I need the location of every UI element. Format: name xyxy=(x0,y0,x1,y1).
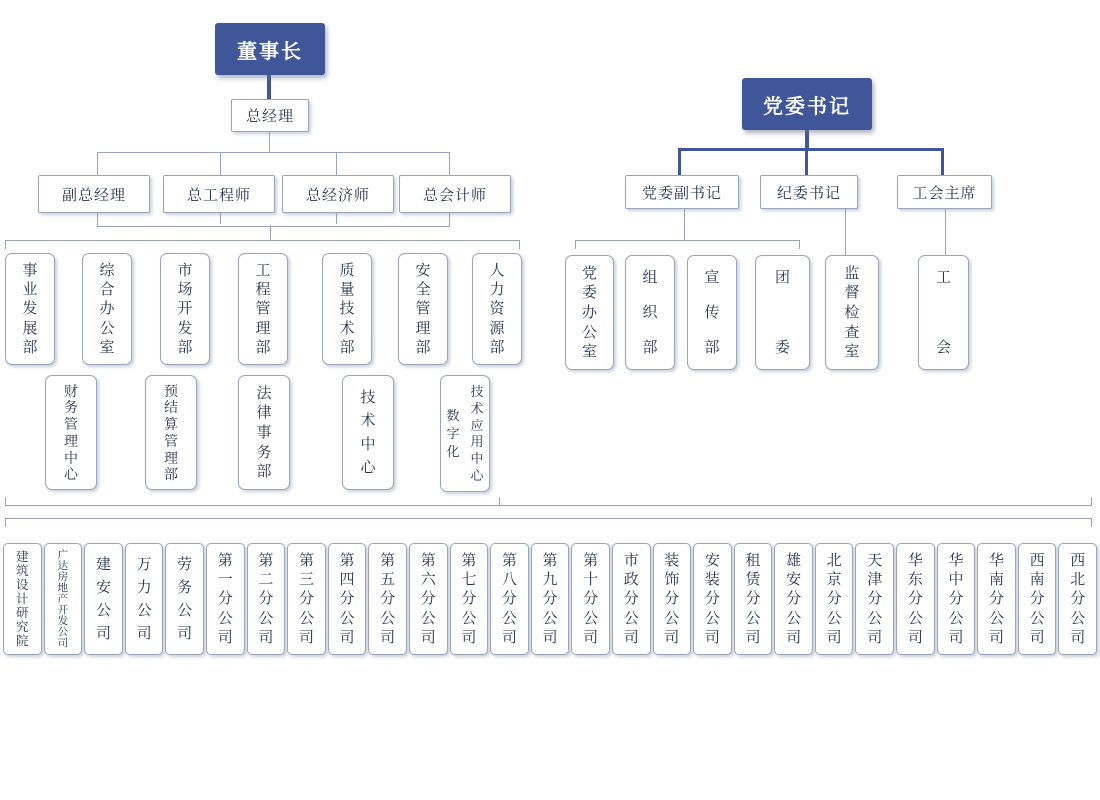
department-box xyxy=(160,253,210,365)
party-department-box xyxy=(755,255,810,370)
department-label: 市 场 开 发 部 xyxy=(177,262,193,356)
executive-box: 总工程师 xyxy=(163,175,275,213)
subsidiary-box xyxy=(977,543,1016,655)
executive-box: 总会计师 xyxy=(399,175,511,213)
department-box xyxy=(82,253,132,365)
connector-line xyxy=(941,148,944,175)
department-box xyxy=(5,253,55,365)
department-box xyxy=(238,375,290,490)
connector-bracket xyxy=(575,240,800,249)
subsidiary-box xyxy=(287,543,326,655)
subsidiary-box xyxy=(734,543,773,655)
subsidiary-label: 第 二 分 公 司 xyxy=(258,552,274,646)
subsidiary-box xyxy=(612,543,651,655)
connector-line xyxy=(684,207,685,240)
connector-line xyxy=(678,148,681,175)
subsidiary-label: 华 南 分 公 司 xyxy=(989,552,1005,646)
department-box xyxy=(322,253,372,365)
subsidiary-label: 第 六 分 公 司 xyxy=(420,552,436,646)
department-label: 宣 传 部 xyxy=(704,269,720,356)
subsidiary-label: 第 七 分 公 司 xyxy=(461,552,477,646)
subsidiary-label: 天 津 分 公 司 xyxy=(867,552,883,646)
subsidiary-label: 北 京 分 公 司 xyxy=(826,552,842,646)
subsidiary-box xyxy=(855,543,894,655)
party-department-box xyxy=(825,255,879,370)
officer-box: 工会主席 xyxy=(897,175,992,209)
subsidiary-box xyxy=(815,543,854,655)
connector-line xyxy=(805,130,809,150)
subsidiary-box xyxy=(125,543,164,655)
subsidiary-box xyxy=(490,543,529,655)
subsidiary-label: 第 十 分 公 司 xyxy=(583,552,599,646)
party-department-box xyxy=(565,255,614,370)
subsidiary-box xyxy=(937,543,976,655)
subsidiary-label: 第 一 分 公 司 xyxy=(217,552,233,646)
subsidiary-box xyxy=(84,543,123,655)
subsidiary-box xyxy=(450,543,489,655)
subsidiary-label: 装 饰 分 公 司 xyxy=(664,552,680,646)
connector-line xyxy=(805,148,808,175)
subsidiary-box xyxy=(1058,543,1097,655)
subsidiary-label: 西 南 分 公 司 xyxy=(1029,552,1045,646)
subsidiary-label: 华 东 分 公 司 xyxy=(907,552,923,646)
subsidiary-label: 华 中 分 公 司 xyxy=(948,552,964,646)
department-box xyxy=(472,253,522,365)
subsidiary-label: 第 四 分 公 司 xyxy=(339,552,355,646)
subsidiary-label: 第 五 分 公 司 xyxy=(380,552,396,646)
department-label: 财 务 管 理 中 心 xyxy=(64,382,78,483)
department-box xyxy=(342,375,394,490)
subsidiary-box xyxy=(247,543,286,655)
connector-line xyxy=(269,130,270,152)
connector-bracket xyxy=(5,240,520,249)
department-label: 技 术 中 心 xyxy=(360,388,376,477)
department-label: 质 量 技 术 部 xyxy=(339,262,355,356)
party-department-box xyxy=(918,255,969,370)
party-department-box xyxy=(625,255,675,370)
department-label: 工 会 xyxy=(935,269,951,356)
subsidiary-label: 第 八 分 公 司 xyxy=(501,552,517,646)
subsidiary-box xyxy=(368,543,407,655)
subsidiary-label: 第 九 分 公 司 xyxy=(542,552,558,646)
subsidiary-box xyxy=(44,543,83,655)
department-label: 人 力 资 源 部 xyxy=(489,262,505,356)
department-label: 技 术 应 用 中 心 xyxy=(470,383,484,484)
department-label: 团 委 xyxy=(774,269,790,356)
subsidiary-label: 万 力 公 司 xyxy=(136,556,152,642)
department-box xyxy=(45,375,97,490)
subsidiary-box xyxy=(409,543,448,655)
subsidiaries-row xyxy=(3,543,1097,655)
executive-box: 副总经理 xyxy=(38,175,150,213)
chairman-box: 董事长 xyxy=(215,23,325,75)
executive-box: 总经济师 xyxy=(282,175,394,213)
subsidiary-box xyxy=(1018,543,1057,655)
subsidiary-label: 建 筑 设 计 研 究 院 xyxy=(16,549,29,648)
subsidiary-box xyxy=(571,543,610,655)
department-label: 综 合 办 公 室 xyxy=(99,262,115,356)
department-label: 监 督 检 查 室 xyxy=(844,264,860,361)
connector-line xyxy=(270,225,271,240)
subsidiary-box xyxy=(693,543,732,655)
department-box-digital-center xyxy=(440,375,490,492)
department-label: 预 结 算 管 理 部 xyxy=(164,382,178,483)
department-label: 组 织 部 xyxy=(642,269,658,356)
connector-line xyxy=(845,207,846,255)
subsidiary-box xyxy=(165,543,204,655)
party-department-box xyxy=(687,255,737,370)
subsidiary-box xyxy=(328,543,367,655)
department-label: 事 业 发 展 部 xyxy=(22,262,38,356)
department-label: 数 字 化 xyxy=(446,408,460,459)
connector-line xyxy=(678,148,944,151)
connector-line xyxy=(499,497,500,505)
department-label: 法 律 事 务 部 xyxy=(256,384,272,481)
subsidiary-box xyxy=(206,543,245,655)
subsidiary-box xyxy=(531,543,570,655)
department-label: 党 委 办 公 室 xyxy=(581,264,597,361)
officer-box: 纪委书记 xyxy=(760,175,858,209)
subsidiary-label: 安 装 分 公 司 xyxy=(704,552,720,646)
general-manager-box: 总经理 xyxy=(231,99,309,132)
subsidiary-box xyxy=(774,543,813,655)
officer-box: 党委副书记 xyxy=(625,175,739,209)
subsidiary-label: 第 三 分 公 司 xyxy=(298,552,314,646)
party-secretary-box: 党委书记 xyxy=(742,78,872,130)
department-box xyxy=(145,375,197,490)
subsidiary-box xyxy=(653,543,692,655)
subsidiary-box xyxy=(3,543,42,655)
subsidiary-label: 西 北 分 公 司 xyxy=(1070,552,1086,646)
subsidiary-box xyxy=(896,543,935,655)
subsidiary-label: 市 政 分 公 司 xyxy=(623,552,639,646)
subsidiary-label: 租 赁 分 公 司 xyxy=(745,552,761,646)
subsidiary-label: 广 达 房 地 产 开 发 公 司 xyxy=(57,548,69,649)
subsidiary-label: 雄 安 分 公 司 xyxy=(786,552,802,646)
connector-line xyxy=(945,207,946,255)
department-label: 安 全 管 理 部 xyxy=(415,262,431,356)
subsidiary-label: 劳 务 公 司 xyxy=(177,556,193,642)
connector-line xyxy=(267,75,271,99)
department-label: 工 程 管 理 部 xyxy=(255,262,271,356)
department-box xyxy=(398,253,448,365)
connector-bracket xyxy=(5,518,1092,527)
department-box xyxy=(238,253,288,365)
connector-bracket xyxy=(5,497,1092,506)
subsidiary-label: 建 安 公 司 xyxy=(95,556,111,642)
